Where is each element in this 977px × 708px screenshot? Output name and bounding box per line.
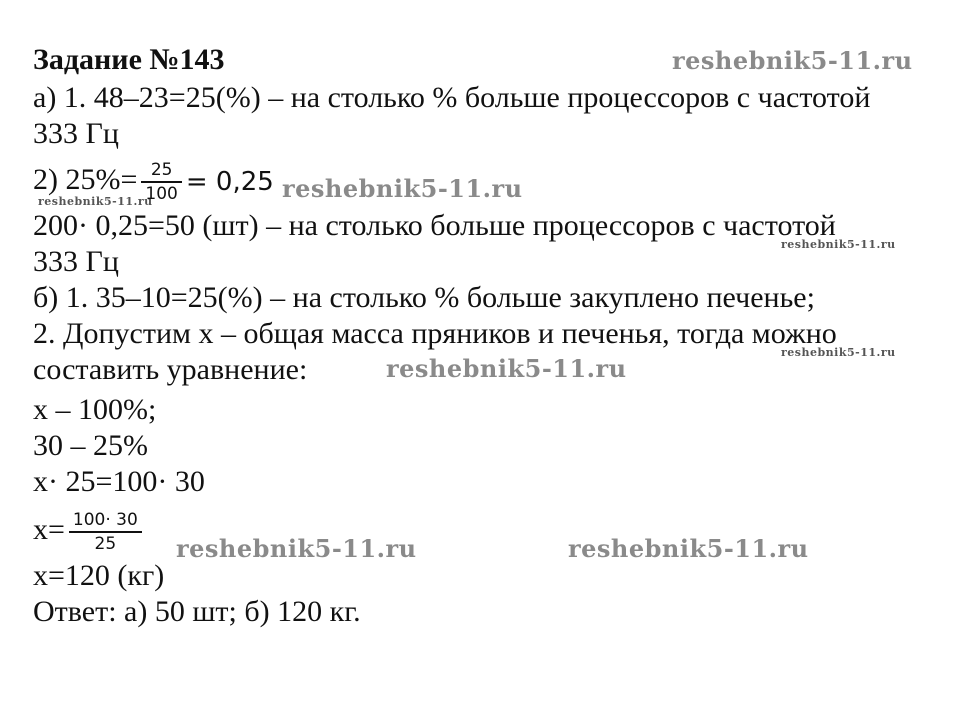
line-a3-cont: 333 Гц bbox=[33, 245, 119, 278]
fraction-100x30-25 bbox=[69, 510, 142, 554]
fraction-bar bbox=[69, 531, 142, 533]
line-b2-cont: составить уравнение: bbox=[33, 353, 308, 386]
watermark-small: reshebnik5-11.ru bbox=[781, 346, 896, 359]
line-solution-prefix: х= bbox=[33, 513, 65, 546]
line-a1: а) 1. 48–23=25(%) – на столько % больше процессоров с частотой bbox=[33, 81, 871, 114]
fraction-numerator: 100· 30 bbox=[72, 510, 138, 531]
watermark-text: reshebnik5-11.ru bbox=[176, 534, 417, 563]
watermark-small: reshebnik5-11.ru bbox=[38, 195, 153, 208]
fraction-bar bbox=[141, 181, 181, 183]
task-title: Задание №143 bbox=[33, 43, 225, 76]
watermark-text: reshebnik5-11.ru bbox=[568, 534, 809, 563]
line-proportion-1: х – 100%; bbox=[33, 393, 157, 426]
fraction-denominator: 25 bbox=[94, 534, 117, 555]
watermark-text: reshebnik5-11.ru bbox=[282, 174, 523, 203]
line-a2-prefix: 2) 25%= bbox=[33, 163, 138, 196]
watermark-text: reshebnik5-11.ru bbox=[672, 46, 913, 75]
line-b1: б) 1. 35–10=25(%) – на столько % больше закуплено печенье; bbox=[33, 281, 815, 314]
line-result: х=120 (кг) bbox=[33, 559, 165, 592]
watermark-text: reshebnik5-11.ru bbox=[386, 354, 627, 383]
line-proportion-2: 30 – 25% bbox=[33, 429, 148, 462]
line-a2-suffix: = 0,25 bbox=[185, 167, 274, 198]
watermark-small: reshebnik5-11.ru bbox=[781, 238, 896, 251]
line-solution bbox=[33, 500, 146, 560]
line-answer: Ответ: а) 50 шт; б) 120 кг. bbox=[33, 595, 361, 628]
line-b2: 2. Допустим х – общая масса пряников и печенья, тогда можно bbox=[33, 317, 837, 350]
line-a3: 200· 0,25=50 (шт) – на столько больше процессоров с частотой bbox=[33, 209, 836, 242]
fraction-denominator: 100 bbox=[145, 184, 178, 205]
line-equation: х· 25=100· 30 bbox=[33, 465, 205, 498]
fraction-numerator: 25 bbox=[150, 160, 173, 181]
line-a1-cont: 333 Гц bbox=[33, 117, 119, 150]
